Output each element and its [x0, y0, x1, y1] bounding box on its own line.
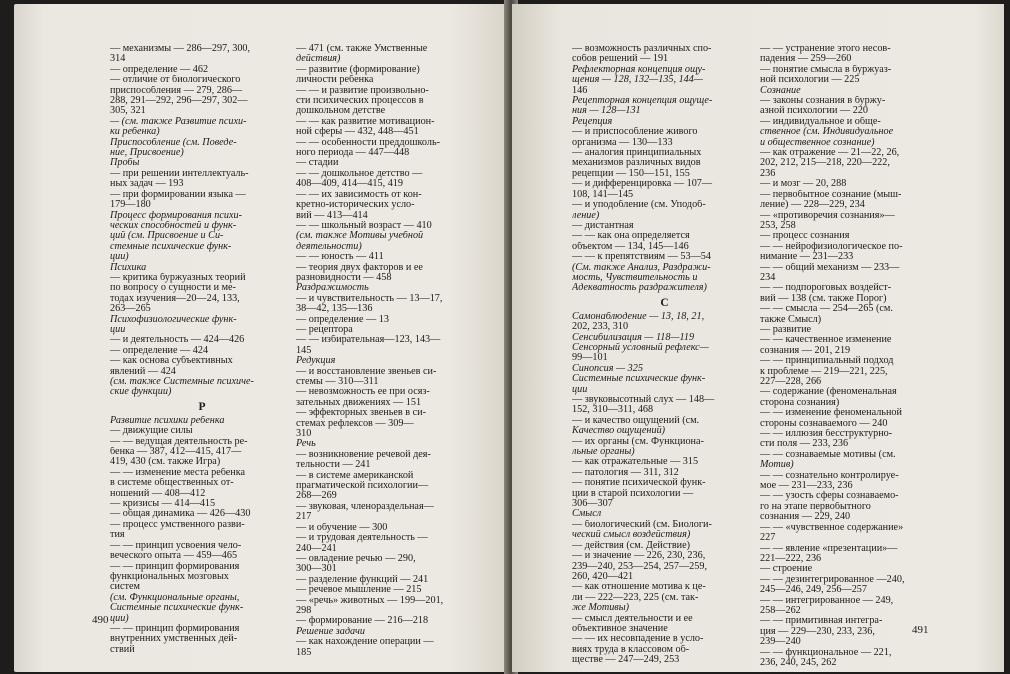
- index-line: — овладение речью — 290,: [296, 553, 416, 564]
- index-line: 146: [572, 85, 588, 96]
- index-line: сторона сознания): [760, 397, 840, 408]
- index-line: Смысл: [572, 509, 602, 520]
- index-line: ственное (см. Индивидуальное: [760, 127, 894, 138]
- index-line: — речевое мышление — 215: [296, 585, 422, 596]
- index-line: объектом — 134, 145—146: [572, 241, 689, 252]
- index-line: 217: [296, 512, 312, 523]
- index-line: — — как она определяется: [572, 231, 690, 242]
- index-line: Самонаблюдение — 13, 18, 21,: [572, 311, 705, 322]
- index-line: ление): [572, 210, 600, 221]
- index-line: — и приспособление живого: [572, 127, 698, 138]
- index-line: — движущие силы: [110, 426, 193, 437]
- index-line: Пробы: [110, 158, 140, 169]
- index-line: Психика: [110, 262, 147, 273]
- index-line: сти поля — 233, 236: [760, 439, 849, 450]
- index-line: — аналогия принципиальных: [572, 148, 702, 159]
- index-line: Речь: [296, 439, 316, 450]
- index-line: 298: [296, 605, 312, 616]
- index-line: 260, 420—421: [572, 571, 634, 582]
- index-line: 263—265: [110, 304, 151, 315]
- index-line: 234: [760, 272, 776, 283]
- index-line: — процесс сознания: [760, 231, 850, 242]
- index-line: — и обучение — 300: [296, 522, 388, 533]
- index-line: Сознание: [760, 85, 801, 96]
- index-line: кретно-исторических усло-: [296, 200, 415, 211]
- index-line: ного периода — 447—448: [296, 148, 410, 159]
- index-line: — — интегрированное — 249,: [760, 595, 894, 606]
- index-line: в системе общественных от-: [110, 478, 234, 489]
- index-line: ние, Присвоение): [110, 148, 184, 159]
- index-line: — — подпороговых воздейст-: [760, 283, 892, 294]
- index-line: — законы сознания в буржу-: [760, 96, 886, 107]
- index-line: — разделение функций — 241: [296, 574, 429, 585]
- index-line: тельности — 241: [296, 460, 371, 471]
- index-line: бенка — 387, 412—415, 417—: [110, 447, 242, 458]
- index-line: — действия (см. Действие): [572, 540, 691, 551]
- index-line: 419, 430 (см. также Игра): [110, 457, 221, 468]
- index-line: азной психологии — 220: [760, 106, 869, 117]
- index-line: — развитие (формирование): [296, 64, 420, 75]
- index-line: — определение — 424: [110, 345, 209, 356]
- index-line: Психофизиологические функ-: [110, 314, 237, 325]
- index-line: — критика буржуазных теорий: [110, 272, 246, 283]
- index-line: ции в старой психологии —: [572, 488, 694, 499]
- index-line: — — ведущая деятельность ре-: [110, 436, 248, 447]
- index-line: — — принцип формирования: [110, 623, 240, 634]
- index-line: — — их несовпадение в усло-: [572, 634, 704, 645]
- index-line: 305, 321: [110, 106, 146, 117]
- index-line: — — устранение этого несов-: [760, 44, 891, 54]
- index-line: 227—228, 266: [760, 377, 822, 387]
- index-line: 227: [760, 533, 776, 544]
- index-line: — — сознательно контролируе-: [760, 470, 899, 481]
- index-line: ции: [110, 324, 126, 335]
- index-line: Рецепция: [572, 116, 613, 127]
- index-line: — возникновение речевой дея-: [296, 449, 431, 460]
- index-line: Системные психические функ-: [110, 603, 244, 614]
- index-line: собов решений — 191: [572, 54, 669, 65]
- index-line: веческого опыта — 459—465: [110, 551, 238, 562]
- index-line: и общественное сознание): [760, 137, 875, 148]
- index-line: ции: [572, 384, 588, 395]
- index-line: ношений — 408—412: [110, 488, 206, 499]
- index-line: мость, Чувствительность и: [572, 272, 698, 283]
- index-line: — в системе американской: [296, 470, 414, 481]
- index-line: — — «чувственное содержание»: [760, 522, 904, 533]
- index-line: — — сознаваемые мотивы (см.: [760, 449, 896, 460]
- index-line: рецепции — 150—151, 155: [572, 168, 690, 179]
- index-line: функциональных мозговых: [110, 571, 229, 582]
- left-page: [14, 4, 510, 672]
- index-line: — 471 (см. также Умственные: [296, 44, 428, 54]
- index-line: Рецепторная концепция ощуще-: [572, 96, 713, 107]
- index-line: ствий: [110, 644, 135, 655]
- index-line: — рецептора: [296, 324, 353, 335]
- index-line: 99—101: [572, 353, 608, 364]
- index-line: (см. Функциональные органы,: [110, 592, 240, 603]
- index-line: 239—240, 253—254, 257—259,: [572, 561, 707, 572]
- index-line: ния — 128—131: [572, 106, 641, 117]
- index-line: — — примитивная интегра-: [760, 616, 883, 627]
- left-page-number: 490: [92, 614, 109, 626]
- index-line: Сенсибилизация — 118—119: [572, 332, 695, 343]
- index-line: — — явление «презентации»—: [760, 543, 898, 554]
- index-line: сознания — 229, 240: [760, 512, 851, 523]
- index-line: — определение — 462: [110, 64, 209, 75]
- index-line: — «речь» животных — 199—201,: [296, 595, 444, 606]
- index-line: ной психологии — 225: [760, 75, 860, 86]
- index-line: 202, 233, 310: [572, 322, 629, 333]
- index-line: тодах изучения—20—24, 133,: [110, 293, 240, 304]
- index-line: — процесс умственного разви-: [110, 519, 245, 530]
- index-line: 202, 212, 215—218, 220—222,: [760, 158, 890, 169]
- index-line: (см. также Системные психиче-: [110, 377, 254, 387]
- index-line: ций (см. Присвоение и Си-: [110, 231, 224, 242]
- index-line: — — дезинтегрированное —240,: [760, 574, 905, 585]
- index-line: — содержание (феноменальная: [760, 387, 897, 398]
- index-line: — теория двух факторов и ее: [296, 262, 423, 273]
- index-line: стороны сознаваемого — 240: [760, 418, 888, 429]
- index-line: — и чувствительность — 13—17,: [296, 293, 443, 304]
- index-line: — невозможность ее при осяз-: [296, 387, 430, 398]
- index-line: — — их зависимость от кон-: [296, 189, 422, 200]
- index-line: падения — 259—260: [760, 54, 852, 65]
- index-line: — как отношение мотива к це-: [572, 582, 706, 593]
- index-line: — строение: [760, 564, 813, 575]
- index-line: 310: [296, 429, 312, 440]
- index-line: — — общий механизм — 233—: [760, 262, 900, 273]
- index-line: деятельности): [296, 241, 362, 252]
- index-line: сти психических процессов в: [296, 96, 424, 107]
- index-line: приспособления — 279, 286—: [110, 85, 243, 96]
- index-line: Синопсия — 325: [572, 363, 643, 374]
- index-line: зательных движениях — 151: [296, 397, 422, 408]
- index-line: 288, 291—292, 296—297, 302—: [110, 96, 248, 107]
- index-line: объективное значение: [572, 623, 668, 634]
- index-line: ществе — 247—249, 253: [572, 655, 680, 666]
- index-line: стемах рефлексов — 309—: [296, 418, 414, 429]
- index-line: ческих способностей и функ-: [110, 220, 237, 231]
- index-line: Раздражимость: [296, 283, 369, 294]
- index-line: дошкольном детстве: [296, 106, 386, 117]
- index-line: — первобытное сознание (мыш-: [760, 189, 902, 200]
- index-line: разновидности — 458: [296, 272, 392, 283]
- index-line: внутренних умственных дей-: [110, 634, 238, 645]
- index-line: — как отражение — 21—22, 26,: [760, 148, 900, 159]
- index-line: — — изменение места ребенка: [110, 467, 246, 478]
- index-line: льные органы): [572, 447, 635, 458]
- index-line: 268—269: [296, 491, 337, 502]
- index-line: — — избирательная—123, 143—: [296, 335, 441, 346]
- index-line: 185: [296, 647, 312, 658]
- index-line: 240—241: [296, 543, 337, 554]
- letter-heading: С: [660, 296, 669, 309]
- index-line: ли — 222—223, 225 (см. так-: [572, 592, 699, 603]
- index-line: ция — 229—230, 233, 236,: [760, 626, 875, 637]
- index-line: — — нейрофизиологическое по-: [760, 241, 903, 252]
- right-column-2: [760, 44, 946, 668]
- index-line: — возможность различных спо-: [572, 44, 712, 54]
- index-line: — звуковысотный слух — 148—: [572, 395, 715, 405]
- index-line: ление) — 228—229, 234: [760, 200, 865, 211]
- index-line: Сенсорный условный рефлекс—: [572, 342, 709, 353]
- index-line: — и восстановление звеньев си-: [296, 366, 437, 377]
- index-line: — индивидуальное и обще-: [760, 116, 881, 127]
- index-line: — понятие смысла в буржуаз-: [760, 64, 892, 75]
- index-line: — патология — 311, 312: [572, 467, 679, 478]
- index-line: — эффекторных звеньев в си-: [296, 408, 426, 419]
- index-line: — как отражательные — 315: [572, 457, 699, 468]
- index-line: ной сферы — 432, 448—451: [296, 127, 419, 138]
- index-line: Рефлекторная концепция ощу-: [572, 64, 706, 75]
- index-line: — при решении интеллектуаль-: [110, 168, 249, 179]
- index-line: — — принципиальный подход: [760, 356, 894, 367]
- right-page: [512, 4, 1004, 672]
- index-line: Решение задачи: [296, 626, 365, 637]
- index-line: щения — 128, 132—135, 144—: [572, 75, 703, 86]
- index-line: — — смысла — 254—265 (см.: [760, 304, 893, 315]
- index-line: — как нахождение операции —: [296, 637, 434, 648]
- index-line: Адекватность раздражителя): [572, 283, 707, 294]
- index-line: — — иллюзия бесструктурно-: [760, 429, 893, 440]
- right-page-number: 491: [912, 624, 929, 636]
- index-line: — и качество ощущений (см.: [572, 415, 700, 426]
- index-line: — понятие психической функ-: [572, 478, 706, 489]
- index-line: Процесс формирования психи-: [110, 210, 243, 221]
- index-line: — — школьный возраст — 410: [296, 220, 432, 231]
- index-line: — как основа субъективных: [110, 356, 233, 367]
- index-line: — звуковая, членораздельная—: [296, 501, 434, 512]
- index-line: — и трудовая деятельность —: [296, 533, 428, 544]
- index-line: 221—222, 236: [760, 553, 822, 564]
- index-line: 258—262: [760, 605, 801, 616]
- index-line: — дистантная: [572, 220, 634, 231]
- index-line: сознания — 201, 219: [760, 345, 851, 356]
- index-line: ки ребенка): [110, 127, 160, 138]
- index-line: 38—42, 135—136: [296, 304, 373, 315]
- index-line: — — к препятствиям — 53—54: [572, 252, 711, 263]
- index-line: стемные психические функ-: [110, 241, 232, 252]
- index-line: — механизмы — 286—297, 300,: [110, 44, 251, 54]
- index-line: — развитие: [760, 324, 812, 335]
- index-line: также Смысл): [760, 314, 822, 325]
- index-line: стемы — 310—311: [296, 377, 379, 387]
- index-line: по вопросу о сущности и ме-: [110, 283, 236, 294]
- index-line: — их органы (см. Функциона-: [572, 436, 704, 447]
- index-line: 306—307: [572, 499, 613, 510]
- index-line: — при формировании языка —: [110, 189, 246, 200]
- index-line: виях труда в классовом об-: [572, 644, 690, 655]
- index-line: Приспособление (см. Поведе-: [110, 137, 237, 148]
- index-line: — — как развитие мотивацион-: [296, 116, 435, 127]
- left-column-2: [296, 44, 464, 658]
- index-line: — стадии: [296, 158, 339, 169]
- index-line: вий — 413—414: [296, 210, 368, 221]
- index-line: — смысл деятельности и ее: [572, 613, 693, 624]
- index-line: 179—180: [110, 200, 151, 211]
- index-line: (см. также Мотивы учебной: [296, 231, 424, 242]
- index-line: мое — 231—233, 236: [760, 481, 853, 492]
- index-line: механизмов различных видов: [572, 158, 701, 169]
- index-line: 236, 240, 245, 262: [760, 657, 837, 668]
- index-line: — кризисы — 414—415: [110, 499, 216, 510]
- index-line: Развитие психики ребенка: [110, 415, 225, 426]
- index-line: систем: [110, 582, 140, 593]
- index-line: — и уподобление (см. Уподоб-: [572, 200, 706, 211]
- index-line: организма — 130—133: [572, 137, 673, 148]
- index-line: — — принцип формирования: [110, 561, 240, 572]
- index-line: — и деятельность — 424—426: [110, 335, 245, 346]
- index-line: ных задач — 193: [110, 179, 184, 190]
- index-line: 145: [296, 345, 312, 356]
- left-column-1: [110, 44, 294, 655]
- index-line: — — и развитие произвольно-: [296, 85, 429, 96]
- letter-heading: Р: [198, 400, 206, 413]
- right-column-1: [572, 44, 757, 666]
- index-line: ские функции): [110, 387, 172, 398]
- index-line: — (см. также Развитие психи-: [110, 116, 247, 127]
- index-line: действия): [296, 54, 341, 65]
- index-line: 253, 258: [760, 220, 796, 231]
- index-line: тия: [110, 530, 125, 541]
- index-line: к проблеме — 219—221, 225,: [760, 366, 888, 377]
- index-line: — и мозг — 20, 288: [760, 179, 847, 190]
- index-line: — — принцип усвоения чело-: [110, 540, 242, 551]
- index-line: прагматической психологии—: [296, 481, 429, 492]
- index-line: ции): [110, 613, 129, 624]
- index-line: 239—240: [760, 637, 801, 648]
- index-line: (См. также Анализ, Раздражи-: [572, 262, 711, 273]
- index-line: — — качественное изменение: [760, 335, 892, 346]
- index-line: — общая динамика — 426—430: [110, 509, 251, 520]
- index-line: — — дошкольное детство —: [296, 168, 423, 179]
- index-line: 152, 310—311, 468: [572, 405, 654, 416]
- index-line: вий — 138 (см. также Порог): [760, 293, 887, 304]
- index-line: 108, 141—145: [572, 189, 634, 200]
- index-line: нимание — 231—233: [760, 252, 854, 263]
- index-line: — «противоречия сознания»—: [760, 210, 895, 221]
- index-line: — — функциональное — 221,: [760, 647, 892, 658]
- index-line: ческий смысл воздействия): [572, 530, 691, 541]
- index-line: Редукция: [296, 356, 336, 367]
- index-line: — — особенности преддошколь-: [296, 137, 440, 148]
- index-line: Системные психические функ-: [572, 374, 706, 385]
- index-line: — — юность — 411: [296, 252, 384, 263]
- index-line: — отличие от биологического: [110, 75, 241, 86]
- index-line: явлений — 424: [110, 366, 176, 377]
- index-line: — — изменение феноменальной: [760, 408, 902, 419]
- index-line: ции): [110, 252, 129, 263]
- index-line: го на этапе первобытного: [760, 501, 871, 512]
- index-line: личности ребенка: [296, 75, 374, 86]
- index-line: 408—409, 414—415, 419: [296, 179, 403, 190]
- index-line: Качество ощущений): [572, 426, 666, 437]
- index-line: 314: [110, 54, 126, 65]
- index-line: 300—301: [296, 564, 337, 575]
- index-line: 245—246, 249, 256—257: [760, 585, 867, 596]
- index-line: 236: [760, 168, 776, 179]
- index-line: — и дифференцировка — 107—: [572, 179, 713, 190]
- index-line: — и значение — 226, 230, 236,: [572, 551, 706, 562]
- index-line: Мотив): [760, 460, 794, 471]
- index-line: — — узость сферы сознаваемо-: [760, 491, 899, 502]
- index-line: же Мотивы): [572, 603, 630, 614]
- index-line: — определение — 13: [296, 314, 389, 325]
- index-line: — формирование — 216—218: [296, 616, 429, 627]
- index-line: — биологический (см. Биологи-: [572, 519, 712, 530]
